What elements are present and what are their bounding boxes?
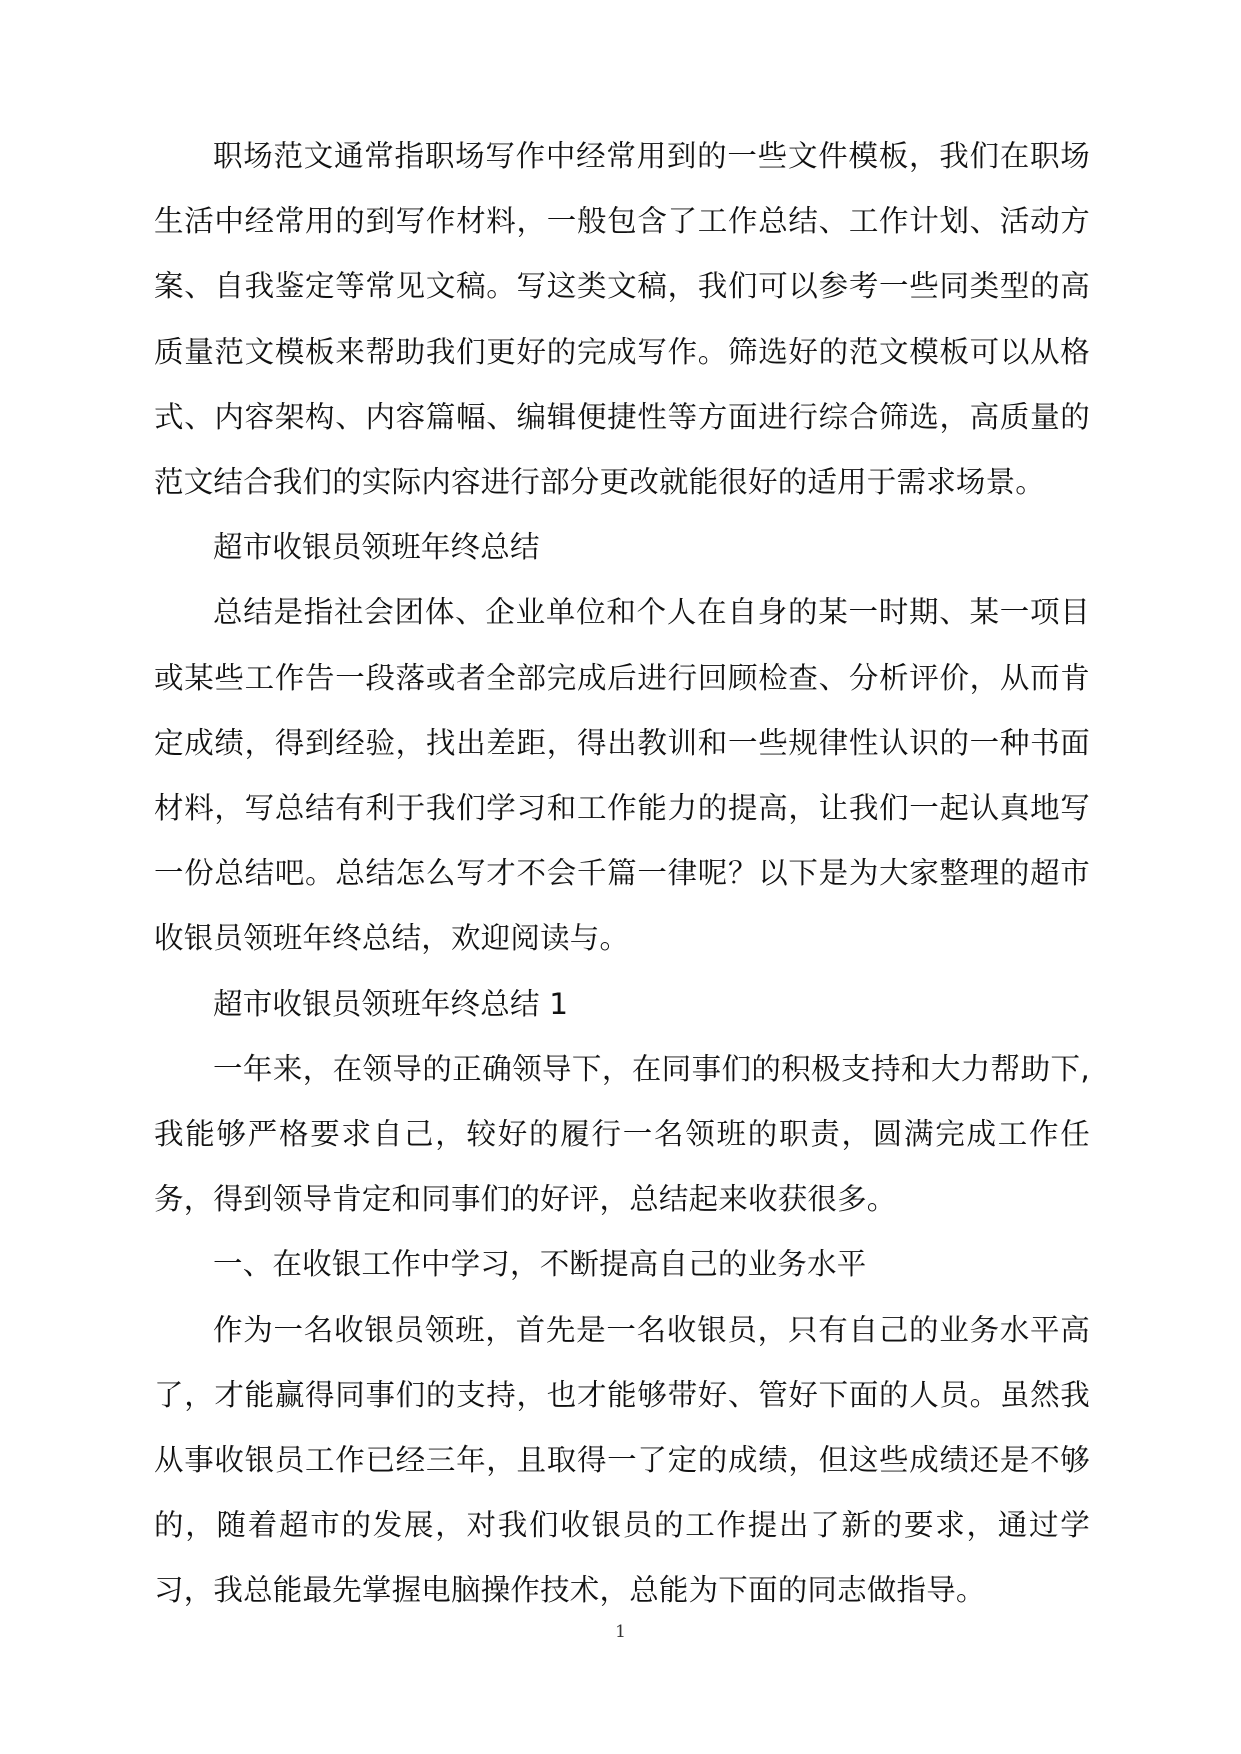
subheading-learning: 一、在收银工作中学习，不断提高自己的业务水平 [213,1247,867,1282]
intro-paragraph: 职场范文通常指职场写作中经常用到的一些文件模板，我们在职场生活中经常用的到写作材料，一般包含了工作总结、工作计划、活动方案、自我鉴定等常见文稿。写这类文稿，我们可以参考一些同类型的高质量范文模板来帮助我们更好的完成写作。筛选好的范文模板可以从格式、内容架构、内容篇幅、编辑便捷性等方面进行综合筛选，高质量的范文结合我们的实际内容进行部分更改就能很好的适用于需求场景。 [154,139,1090,500]
document-title: 超市收银员领班年终总结 [213,530,540,565]
summary-definition-paragraph: 总结是指社会团体、企业单位和个人在自身的某一时期、某一项目或某些工作告一段落或者全部完成后进行回顾检查、分析评价，从而肯定成绩，得到经验，找出差距，得出教训和一些规律性认识的一种书面材料，写总结有利于我们学习和工作能力的提高，让我们一起认真地写一份总结吧。总结怎么写才不会千篇一律呢？以下是为大家整理的超市收银员领班年终总结，欢迎阅读与。 [154,595,1090,956]
document-body [154,124,1090,1624]
year-overview-paragraph: 一年来，在领导的正确领导下，在同事们的积极支持和大力帮助下,我能够严格要求自己，较好的履行一名领班的职责，圆满完成工作任务，得到领导肯定和同事们的好评，总结起来收获很多。 [154,1051,1090,1217]
learning-paragraph: 作为一名收银员领班，首先是一名收银员，只有自己的业务水平高了，才能赢得同事们的支持，也才能够带好、管好下面的人员。虽然我从事收银员工作已经三年，且取得一了定的成绩，但这些成绩还是不够的，随着超市的发展，对我们收银员的工作提出了新的要求，通过学习，我总能最先掌握电脑操作技术，总能为下面的同志做指导。 [154,1312,1090,1608]
section-heading-1: 超市收银员领班年终总结 1 [213,986,569,1021]
page-number: 1 [615,1622,626,1642]
